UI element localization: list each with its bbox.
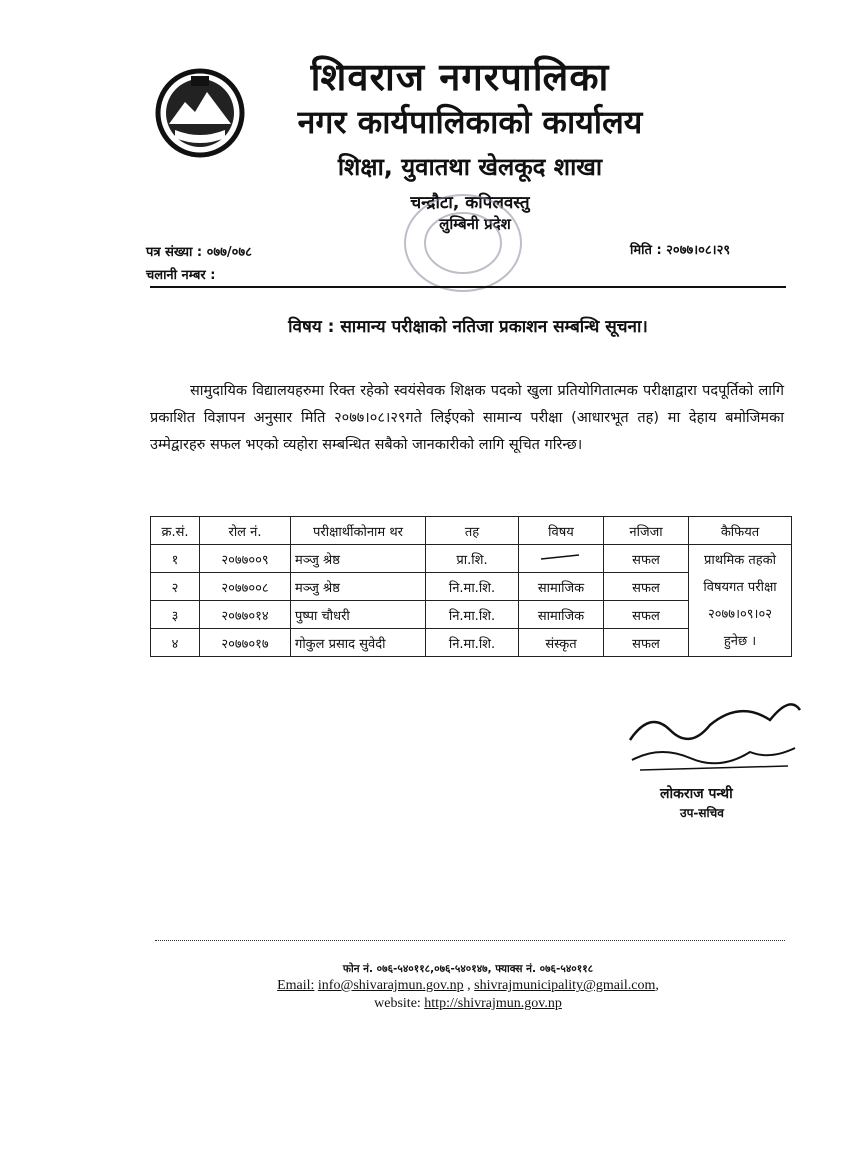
cell-subject: सामाजिक [519,601,604,629]
address: चन्द्रौटा, कपिलवस्तु [410,193,530,213]
footer-divider [155,940,785,941]
cell-subject: संस्कृत [519,629,604,657]
cell-remark [689,545,792,657]
col-sn: क्र.सं. [151,517,200,545]
cell-sn: ४ [151,629,200,657]
province: लुम्बिनी प्रदेश [439,215,511,233]
signature-scribble [620,690,810,780]
remark-line: २०७७।०९।०२ [708,607,772,622]
cell-sn: ३ [151,601,200,629]
cell-level: प्रा.शि. [426,545,519,573]
website-link[interactable]: http://shivrajmun.gov.np [424,996,562,1011]
table-row [151,545,792,573]
cell-level: नि.मा.शि. [426,629,519,657]
signatory-role: उप-सचिव [680,806,724,820]
col-name: परीक्षार्थीकोनाम थर [291,517,426,545]
cell-roll: २०७७०१७ [200,629,291,657]
cell-name: मञ्जु श्रेष्ठ [291,573,426,601]
email-link-2[interactable]: shivrajmunicipality@gmail.com [474,978,656,993]
office-stamp [398,188,528,298]
footer-website [150,996,786,1012]
office-subtitle: नगर कार्यपालिकाको कार्यालय [297,103,643,141]
cell-roll: २०७७०१४ [200,601,291,629]
remark-line: विषयगत परीक्षा [703,580,777,595]
letter-number: पत्र संख्या : ०७७/०७८ [146,245,252,260]
col-result: नजिजा [604,517,689,545]
email-label: Email: [277,978,315,993]
website-label: website: [374,996,421,1011]
cell-result: सफल [604,573,689,601]
section-name: शिक्षा, युवातथा खेलकूद शाखा [337,153,603,181]
cell-level: नि.मा.शि. [426,573,519,601]
cell-subject [519,545,604,573]
col-roll: रोल नं. [200,517,291,545]
cell-sn: १ [151,545,200,573]
email-link-1[interactable]: info@shivarajmun.gov.np [317,978,464,993]
cell-name: मञ्जु श्रेष्ठ [291,545,426,573]
cell-name: पुष्पा चौधरी [291,601,426,629]
signatory-name: लोकराज पन्थी [660,786,733,802]
cell-result: सफल [604,629,689,657]
col-level: तह [426,517,519,545]
notice-subject: विषय : सामान्य परीक्षाको नतिजा प्रकाशन सम्बन्धि सूचना। [288,317,648,337]
notice-body: सामुदायिक विद्यालयहरुमा रिक्त रहेको स्वयंसेवक शिक्षक पदको खुला प्रतियोगितात्मक परीक्षाद्वारा पदपूर्तिको लागि प्रकाशित विज्ञापन अनुसार मिति २०७७।०८।२९गते लिईएको सामान्य परीक्षा (आधारभूत तह) मा देहाय बमोजिमका उम्मेद्वारहरु सफल भएको व्यहोरा सम्बन्धित सबैको जानकारीको लागि सूचित गरिन्छ। [150,383,784,453]
results-table [150,516,792,657]
letter-date: मिति : २०७७।०८।२९ [630,243,731,258]
office-name: शिवराज नगरपालिका [310,55,610,99]
col-remark: कैफियत [689,517,792,545]
cell-roll: २०७७००९ [200,545,291,573]
cell-level: नि.मा.शि. [426,601,519,629]
cell-name: गोकुल प्रसाद सुवेदी [291,629,426,657]
dispatch-number: चलानी नम्बर : [146,268,216,283]
cell-subject: सामाजिक [519,573,604,601]
cell-sn: २ [151,573,200,601]
footer-phone: फोन नं. ०७६-५४०११८,०७६-५४०१४७, फ्याक्स नं. ०७६-५४०११८ [342,963,594,975]
footer-email: Email: info@shivarajmun.gov.np , shivrajmunicipality@gmail.com, [277,978,659,993]
cell-result: सफल [604,545,689,573]
dash-mark [539,552,583,562]
cell-result: सफल [604,601,689,629]
table-header-row [151,517,792,545]
emblem-logo [155,68,245,158]
remark-line: हुनेछ । [723,634,757,649]
remark-line: प्राथमिक तहको [704,553,776,568]
header-divider [150,286,786,288]
cell-roll: २०७७००८ [200,573,291,601]
col-subject: विषय [519,517,604,545]
